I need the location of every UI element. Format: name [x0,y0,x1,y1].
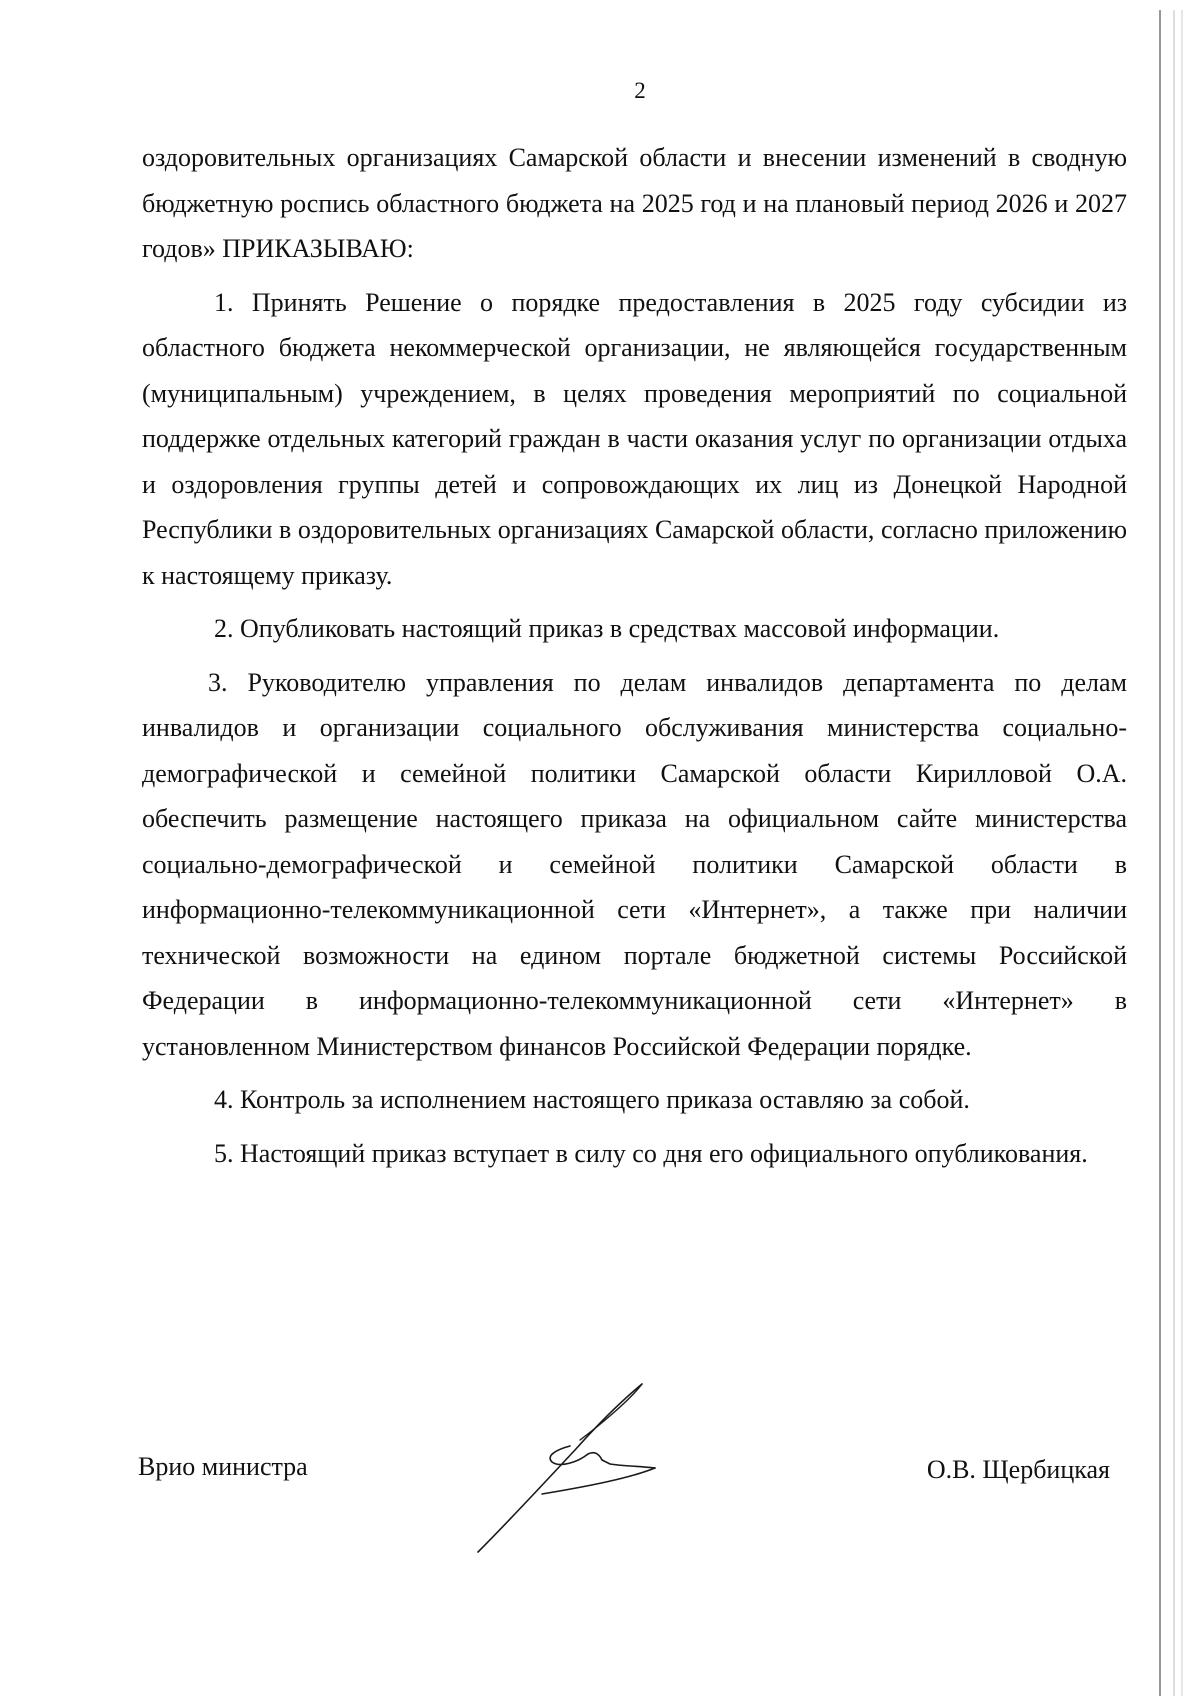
paragraph-item-2: 2. Опубликовать настоящий приказ в средствах массовой информации. [214,614,1000,643]
binding-edge [1158,10,1198,1696]
signatory-name: О.В. Щербицкая [926,1455,1110,1484]
paragraph-item-3: 3. Руководителю управления по делам инвалидов департамента по делам инвалидов и организации социального обслуживания министерства социально-демографической и семейной политики Самарской области Кирилловой О.А. обеспечить размещение настоящего приказа на официальном сайте министерства социально-демографической и семейной политики Самарской области в информационно-телекоммуникационной сети «Интернет», а также при наличии технической возможности на едином портале бюджетной системы Российской Федерации в информационно-телекоммуникационной сети «Интернет» в установленном Министерством финансов Российской Федерации порядке. [142,667,1127,1061]
page-number: 2 [634,78,646,103]
paragraph-item-5: 5. Настоящий приказ вступает в силу со дня его официального опубликования. [214,1138,1088,1168]
signatory-title: Врио министра [138,1452,308,1481]
paragraph-item-4: 4. Контроль за исполнением настоящего приказа оставляю за собой. [214,1085,970,1114]
document-body [142,135,1127,1176]
paragraph-preamble-continuation: оздоровительных организациях Самарской области и внесении изменений в сводную бюджетную роспись областного бюджета на 2025 год и на плановый период 2026 и 2027 годов» ПРИКАЗЫВАЮ: [142,143,1127,263]
paragraph-item-1: 1. Принять Решение о порядке предоставления в 2025 году субсидии из областного бюджета некоммерческой организации, не являющейся государственным (муниципальным) учреждением, в целях проведения мероприятий по социальной поддержке отдельных категорий граждан в части оказания услуг по организации отдыха и оздоровления группы детей и сопровождающих их лиц из Донецкой Народной Республики в оздоровительных организациях Самарской области, согласно приложению к настоящему приказу. [142,287,1127,590]
handwritten-signature [450,1370,710,1570]
